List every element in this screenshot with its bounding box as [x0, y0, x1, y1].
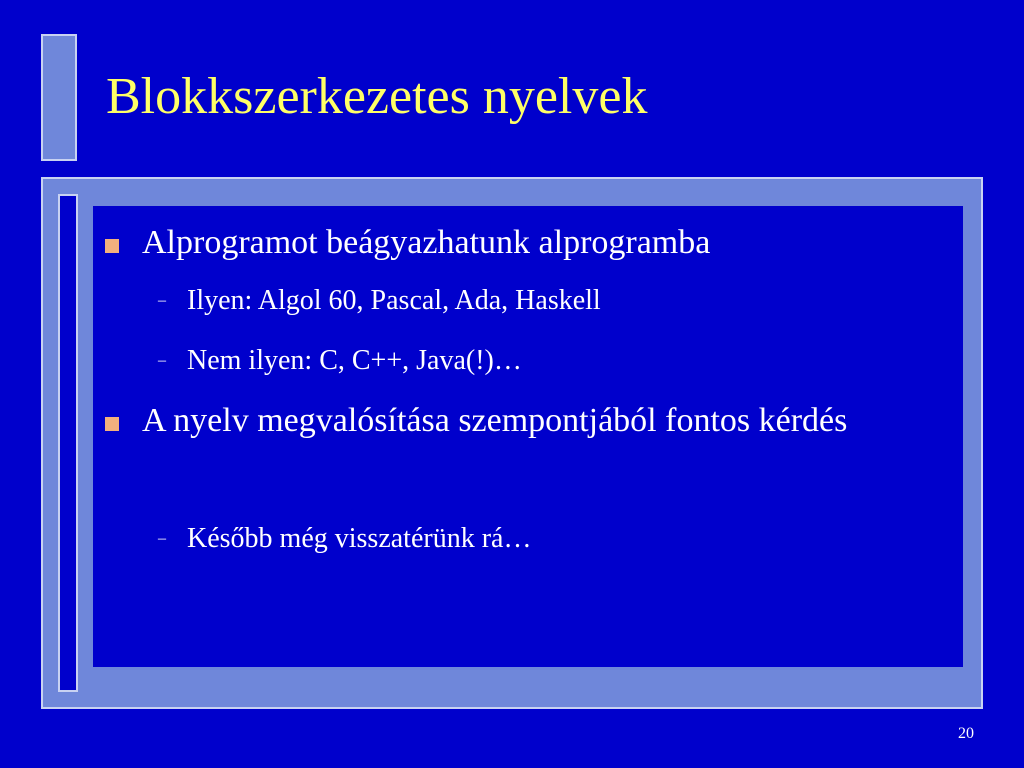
bullet-item: A nyelv megvalósítása szempontjából fontos kérdés: [142, 402, 848, 439]
content-accent-bar: [58, 194, 78, 692]
slide-title: Blokkszerkezetes nyelvek: [106, 68, 648, 125]
content-area: [93, 206, 963, 667]
page-number: 20: [958, 725, 974, 742]
sub-bullet-item: Nem ilyen: C, C++, Java(!)…: [187, 345, 522, 376]
dash-bullet-icon: –: [158, 292, 166, 309]
sub-bullet-item: Ilyen: Algol 60, Pascal, Ada, Haskell: [187, 285, 601, 316]
square-bullet-icon: [105, 239, 119, 253]
title-accent-bar: [41, 34, 77, 161]
sub-bullet-item: Később még visszatérünk rá…: [187, 523, 532, 554]
dash-bullet-icon: –: [158, 352, 166, 369]
bullet-item: Alprogramot beágyazhatunk alprogramba: [142, 224, 711, 261]
dash-bullet-icon: –: [158, 530, 166, 547]
square-bullet-icon: [105, 417, 119, 431]
